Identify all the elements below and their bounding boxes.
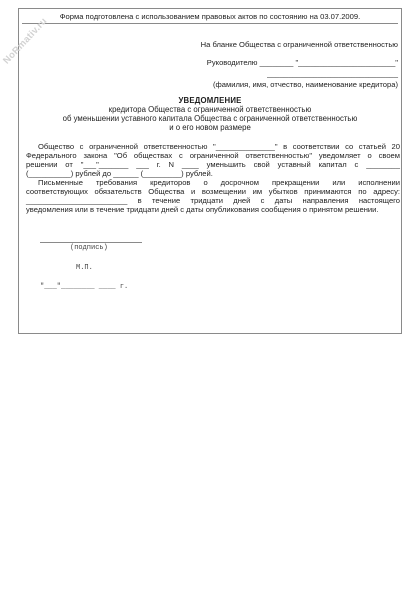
source-note: Форма подготовлена с использованием правовых актов по состоянию на 03.07.2009. (59, 12, 361, 21)
title-line-3: и о его новом размере (169, 123, 251, 132)
paragraph-2-line-2: соответствующих обязательств Общества и возмещении им убытков принимаются по адресу: (26, 187, 400, 196)
paragraph-1-line-2: Федерального закона "Об обществах с ограниченной ответственностью" уведомляет о своем (26, 151, 400, 160)
date-line: "___"________ ____ г. (40, 283, 129, 291)
seal-placeholder: М.П. (76, 264, 93, 272)
watermark-logo: NoRmativ.ru (1, 15, 50, 67)
title-line-1: кредитора Общества с ограниченной ответственностью (108, 105, 312, 114)
document-heading: УВЕДОМЛЕНИЕ (178, 96, 242, 105)
paragraph-2-line-4: уведомления или в течение тридцати дней с даты опубликования сообщения о принятом решении. (26, 205, 379, 214)
recipient-blank-line: _______________________________ (267, 69, 398, 78)
paragraph-2-line-3: ________________________ в течение тридцати дней с даты направления настоящего (26, 196, 400, 205)
director-line: Руководителю ________ "_______________________" (206, 58, 398, 67)
title-line-2: об уменьшении уставного капитала Общества с ограниченной ответственностью (62, 114, 358, 123)
signature-caption: (подпись) (70, 244, 108, 252)
paragraph-2-line-1: Письменные требования кредиторов о досрочном прекращении или исполнении (38, 178, 400, 187)
letterhead-line: На бланке Общества с ограниченной ответственностью (200, 40, 398, 49)
paragraph-1-line-3: решении от "___"_______ ___ г. N ____ уменьшить свой уставный капитал с ________ (26, 160, 400, 169)
signature-line (40, 242, 142, 243)
recipient-caption: (фамилия, имя, отчество, наименование кредитора) (213, 80, 398, 89)
source-note-divider (22, 23, 398, 24)
paragraph-1-line-1: Общество с ограниченной ответственностью "______________" в соответствии со статьей 20 (38, 142, 400, 151)
paragraph-1-line-4: (__________) рублей до ______ (_________) рублей. (26, 169, 213, 178)
